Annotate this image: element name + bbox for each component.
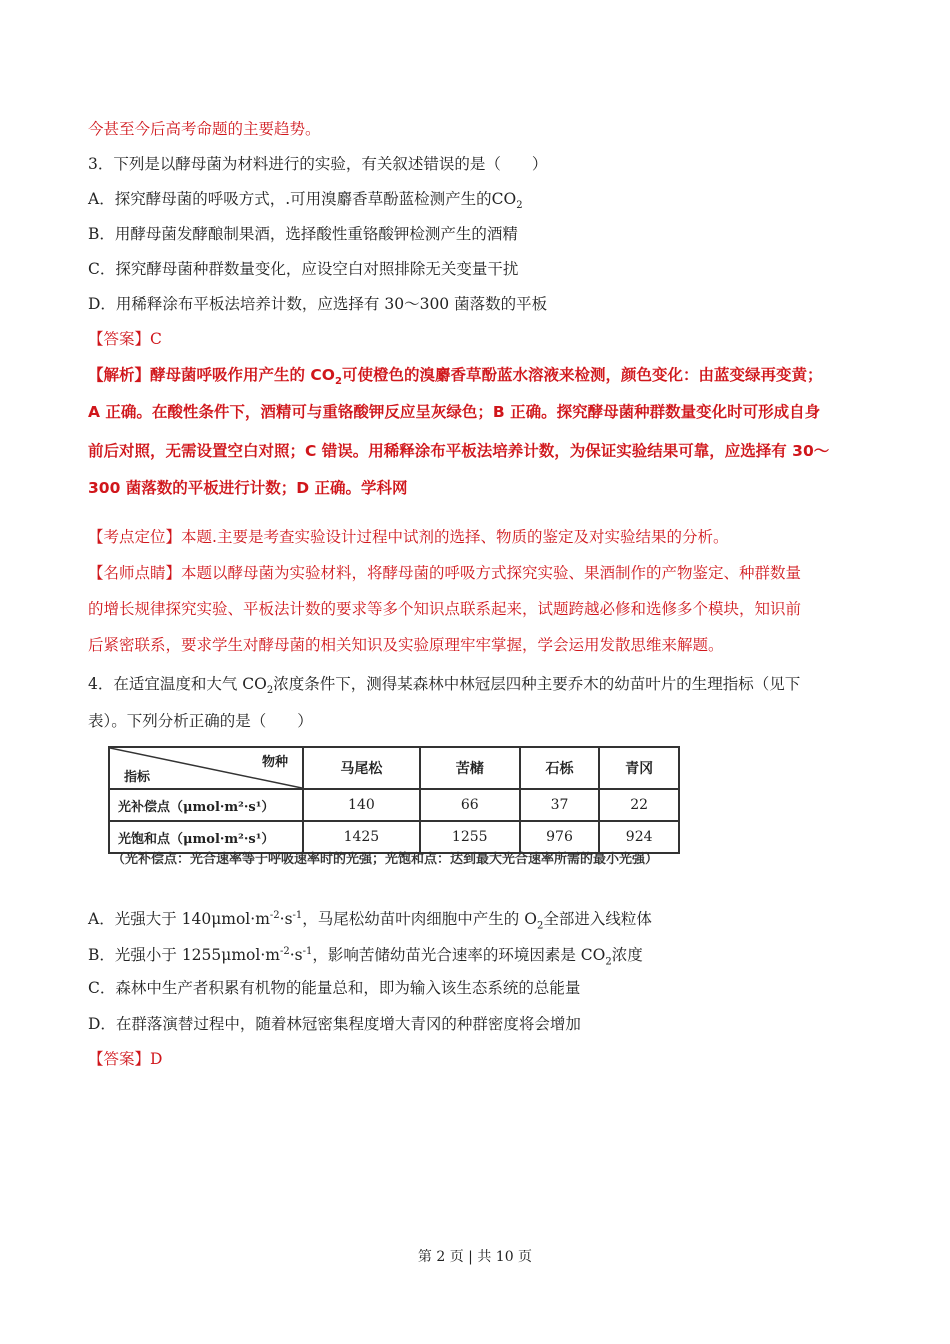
q4-answer: 【答案】D	[88, 1050, 163, 1068]
q3-analysis-line-2: A 正确。在酸性条件下，酒精可与重铬酸钾反应呈灰绿色；B 正确。探究酵母菌种群数量变化时可形成自身	[88, 403, 821, 421]
q3-answer: 【答案】C	[88, 330, 162, 348]
table-row	[109, 789, 679, 821]
q4-option-d: D．在群落演替过程中，随着林冠密集程度增大青冈的种群密度将会增加	[88, 1015, 581, 1033]
row-label: 光补偿点（μmol·m²·s¹）	[109, 789, 303, 821]
q3-analysis-line-4: 300 菌落数的平板进行计数；D 正确。学科网	[88, 479, 408, 497]
q4-stem-line-1: 4．在适宜温度和大气 $CO_2$浓度条件下，测得某森林中林冠层四种主要乔木的幼苗叶片的生理指标（见下	[88, 675, 801, 697]
q4-stem-line-2: 表）。下列分析正确的是（ ）	[88, 712, 313, 730]
q3-option-b: B．用酵母菌发酵酿制果酒，选择酸性重铬酸钾检测产生的酒精	[88, 225, 518, 243]
column-header: 马尾松	[303, 747, 420, 789]
q3-mingshi-line-3: 后紧密联系，要求学生对酵母菌的相关知识及实验原理牢牢掌握，学会运用发散思维来解题。	[88, 636, 724, 654]
q3-analysis-line-1: 【解析】酵母菌呼吸作用产生的 $CO_2$可使橙色的溴麝香草酚蓝水溶液来检测，颜色变化：由蓝变绿再变黄；	[88, 366, 823, 388]
table-cell: 976	[520, 821, 600, 853]
corner-index-label: 指标	[124, 770, 151, 785]
intro-tail: 今甚至今后高考命题的主要趋势。	[88, 120, 321, 138]
table-cell: 140	[303, 789, 420, 821]
q4-option-a: A．光强大于 $140\mu mol\cdot m^{-2}\cdot s^{-1}$，马尾松幼苗叶肉细胞中产生的 $O_2$全部进入线粒体	[88, 910, 652, 932]
q3-mingshi-line-1: 【名师点睛】本题以酵母菌为实验材料，将酵母菌的呼吸方式探究实验、果酒制作的产物鉴定、种群数量	[88, 564, 802, 582]
table-cell: 37	[520, 789, 600, 821]
table-cell: 22	[599, 789, 679, 821]
q3-option-c: C．探究酵母菌种群数量变化，应设空白对照排除无关变量干扰	[88, 260, 519, 278]
q4-option-c: C．森林中生产者积累有机物的能量总和，即为输入该生态系统的总能量	[88, 979, 581, 997]
page-footer: 第 2 页 | 共 10 页	[417, 1249, 533, 1265]
q3-analysis-line-3: 前后对照，无需设置空白对照；C 错误。用稀释涂布平板法培养计数，为保证实验结果可靠，应选择有 30～	[88, 442, 830, 460]
column-header: 石栎	[520, 747, 600, 789]
column-header: 青冈	[599, 747, 679, 789]
row-label: 光饱和点（μmol·m²·s¹）	[109, 821, 303, 853]
q3-mingshi-line-2: 的增长规律探究实验、平板法计数的要求等多个知识点联系起来，试题跨越必修和选修多个模块，知识前	[88, 600, 802, 618]
physiology-table	[108, 746, 680, 854]
q3-option-a: A．探究酵母菌的呼吸方式，.可用溴麝香草酚蓝检测产生的$CO_2$	[88, 190, 523, 212]
table-cell: 1255	[420, 821, 520, 853]
table-note: （光补偿点：光合速率等于呼吸速率时的光强；光饱和点：达到最大光合速率所需的最小光强）	[112, 852, 659, 867]
table-cell: 66	[420, 789, 520, 821]
table-corner-cell	[109, 747, 303, 789]
q3-option-d: D．用稀释涂布平板法培养计数，应选择有 30～300 菌落数的平板	[88, 295, 548, 313]
q3-stem: 3．下列是以酵母菌为材料进行的实验，有关叙述错误的是（ ）	[88, 155, 548, 173]
column-header: 苦槠	[420, 747, 520, 789]
q4-option-b: B．光强小于 $1255\mu mol\cdot m^{-2}\cdot s^{-1}$，影响苦储幼苗光合速率的环境因素是 $CO_2$浓度	[88, 946, 643, 968]
q3-kaodian: 【考点定位】本题.主要是考查实验设计过程中试剂的选择、物质的鉴定及对实验结果的分析。	[88, 528, 729, 546]
table-cell: 1425	[303, 821, 420, 853]
table-cell: 924	[599, 821, 679, 853]
corner-species-label: 物种	[261, 755, 288, 770]
